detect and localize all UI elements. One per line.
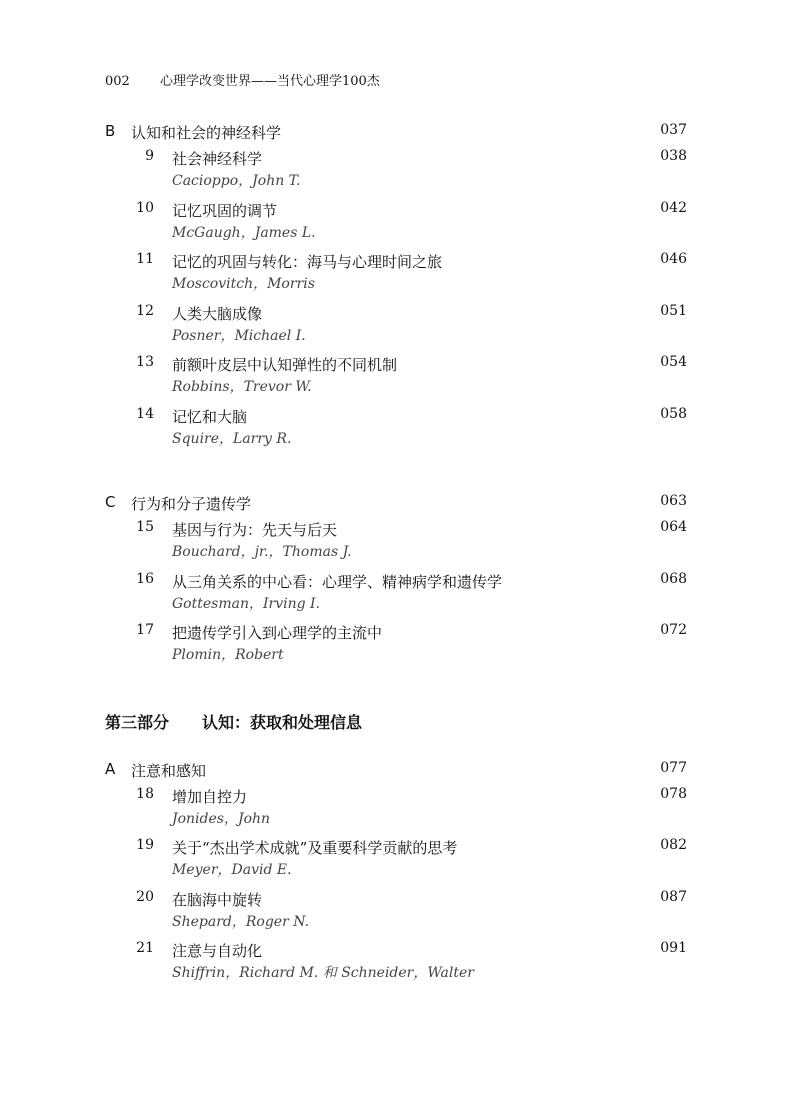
entry-author: Meyer，David E.	[172, 862, 292, 878]
toc-entry	[105, 144, 687, 196]
section-title: 认知和社会的神经科学	[131, 124, 282, 142]
section-title: 注意和感知	[131, 761, 207, 780]
toc-entry	[105, 196, 687, 248]
book-title: 心理学改变世界——当代心理学100杰	[160, 74, 380, 89]
entry-title: 人类大脑成像	[172, 304, 263, 323]
entry-page: 046	[660, 251, 687, 267]
entry-title: 在脑海中旋转	[172, 890, 263, 909]
entry-page: 064	[660, 519, 687, 535]
entry-title: 从三角关系的中心看：心理学、精神病学和遗传学	[172, 572, 503, 591]
part-title: 认知：获取和处理信息	[202, 712, 363, 732]
entry-number: 10	[136, 199, 154, 216]
section-page: 077	[660, 759, 687, 776]
entry-title: 关于“杰出学术成就”及重要科学贡献的思考	[172, 839, 458, 857]
entry-author: McGaugh，James L.	[172, 224, 316, 241]
part-heading	[105, 710, 687, 740]
entry-page: 038	[660, 148, 687, 164]
section-page: 063	[660, 493, 687, 509]
entry-page: 068	[660, 570, 687, 587]
entry-title: 记忆巩固的调节	[172, 201, 278, 220]
entry-title: 把遗传学引入到心理学的主流中	[172, 624, 383, 642]
section-letter: B	[105, 122, 116, 140]
entry-page: 078	[660, 785, 687, 802]
entry-number: 19	[136, 837, 154, 853]
section-a	[105, 756, 687, 782]
entry-author: Plomin，Robert	[172, 647, 284, 663]
entry-author: Posner，Michael I.	[172, 327, 306, 344]
section-letter: C	[105, 493, 116, 511]
section-letter: A	[105, 759, 116, 778]
entry-number: 15	[136, 519, 154, 535]
entry-author: Jonides，John	[172, 810, 271, 827]
entry-number: 18	[136, 785, 154, 802]
entry-number: 14	[136, 405, 154, 422]
entry-author: Gottesman，Irving I.	[172, 595, 320, 612]
toc-entry	[105, 782, 687, 834]
entry-author: Shepard，Roger N.	[172, 913, 310, 930]
entry-author: Cacioppo，John T.	[172, 173, 301, 189]
toc-entry	[105, 247, 687, 299]
entry-page: 054	[660, 354, 687, 370]
toc-entry	[105, 299, 687, 351]
entry-page: 091	[660, 940, 687, 956]
table-of-contents	[105, 108, 687, 988]
entry-author: Shiffrin，Richard M. 和 Schneider，Walter	[172, 965, 474, 981]
entry-number: 20	[136, 888, 154, 905]
entry-page: 082	[660, 837, 687, 853]
entry-title: 前额叶皮层中认知弹性的不同机制	[172, 356, 398, 374]
page-number: 002	[105, 74, 130, 89]
entry-number: 9	[145, 148, 154, 164]
entry-title: 记忆和大脑	[172, 407, 248, 426]
entry-title: 社会神经科学	[172, 150, 263, 168]
entry-page: 051	[660, 302, 687, 319]
entry-page: 042	[660, 199, 687, 216]
entry-number: 21	[136, 940, 154, 956]
part-label: 第三部分	[105, 712, 170, 732]
section-page: 037	[660, 122, 687, 138]
entry-number: 11	[136, 251, 154, 267]
entry-title: 增加自控力	[172, 787, 248, 806]
toc-entry	[105, 885, 687, 937]
entry-number: 17	[136, 622, 154, 638]
entry-page: 087	[660, 888, 687, 905]
entry-number: 12	[136, 302, 154, 319]
entry-title: 记忆的巩固与转化：海马与心理时间之旅	[172, 253, 443, 271]
section-title: 行为和分子遗传学	[131, 495, 252, 513]
toc-entry	[105, 350, 687, 402]
toc-entry	[105, 618, 687, 670]
toc-entry	[105, 936, 687, 988]
entry-author: Robbins，Trevor W.	[172, 379, 312, 395]
entry-page: 072	[660, 622, 687, 638]
running-head	[105, 70, 380, 89]
entry-author: Squire，Larry R.	[172, 430, 292, 447]
entry-number: 13	[136, 354, 154, 370]
section-b	[105, 118, 687, 144]
entry-number: 16	[136, 570, 154, 587]
entry-page: 058	[660, 405, 687, 422]
entry-title: 注意与自动化	[172, 942, 263, 960]
toc-entry	[105, 567, 687, 619]
entry-author: Moscovitch，Morris	[172, 276, 315, 292]
section-c	[105, 489, 687, 515]
toc-entry	[105, 515, 687, 567]
toc-entry	[105, 402, 687, 454]
entry-title: 基因与行为：先天与后天	[172, 521, 338, 539]
toc-entry	[105, 833, 687, 885]
entry-author: Bouchard，jr.，Thomas J.	[172, 544, 352, 560]
